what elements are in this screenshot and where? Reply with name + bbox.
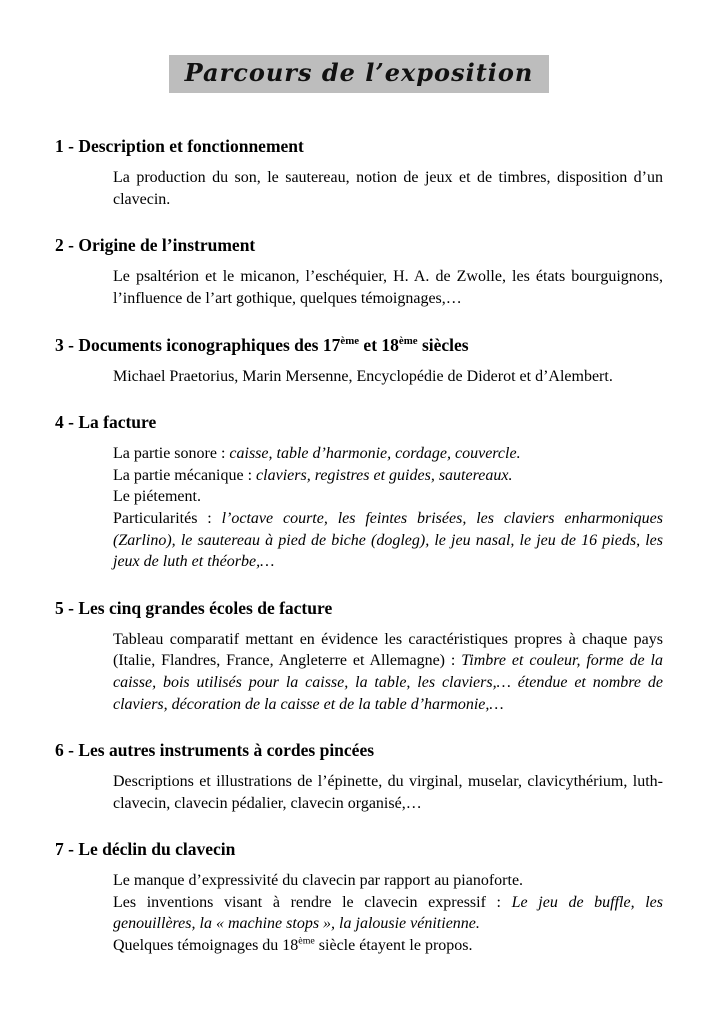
text-run: Michael Praetorius, Marin Mersenne, Encyclopédie de Diderot et d’Alembert.	[113, 367, 613, 385]
section-paragraph	[113, 629, 663, 715]
section-paragraph	[113, 443, 663, 465]
section-paragraph	[113, 508, 663, 573]
section-3-heading	[55, 334, 663, 356]
text-run: Tableau comparatif mettant en évidence les caractéristiques propres à chaque pays (Italie, Flandres, France, Angleterre et Allemagne) :	[113, 630, 663, 670]
superscript-run: ème	[298, 935, 315, 947]
section-6-heading	[55, 739, 663, 761]
section-1-heading	[55, 135, 663, 157]
section-6-body	[113, 771, 663, 814]
text-run: La partie mécanique :	[113, 466, 257, 484]
text-run: 6 - Les autres instruments à cordes pincées	[55, 740, 375, 761]
superscript-run: ème	[398, 334, 418, 347]
italic-run: l’octave courte, les feintes brisées, les claviers enharmoniques (Zarlino), le sautereau à pied de biche (dogleg), le jeu nasal, le jeu de 16 pieds, les jeux de luth et théorbe,…	[113, 509, 664, 571]
text-run: 3 - Documents iconographiques des 17	[55, 334, 341, 355]
section-4-body	[113, 443, 663, 573]
section-2	[55, 234, 663, 309]
italic-run: caisse, table d’harmonie, cordage, couvercle.	[229, 445, 521, 463]
text-run: 4 - La facture	[55, 412, 157, 433]
section-paragraph	[113, 167, 663, 210]
section-paragraph	[113, 870, 663, 892]
text-run: Particularités :	[113, 509, 222, 527]
section-3-body	[113, 366, 663, 388]
text-run: 7 - Le déclin du clavecin	[55, 839, 236, 860]
section-paragraph	[113, 486, 663, 508]
text-run: Quelques témoignages du 18	[113, 937, 299, 955]
section-6	[55, 739, 663, 814]
text-run: La production du son, le sautereau, notion de jeux et de timbres, disposition d’un clavecin.	[113, 169, 663, 208]
section-paragraph	[113, 935, 663, 957]
section-7-heading	[55, 838, 663, 860]
section-5-heading	[55, 597, 663, 619]
italic-run: claviers, registres et guides, sautereaux.	[256, 466, 513, 484]
section-7	[55, 838, 663, 956]
text-run: 1 - Description et fonctionnement	[55, 136, 304, 157]
section-5-body	[113, 629, 663, 715]
section-paragraph	[113, 771, 663, 814]
title-banner	[55, 55, 663, 93]
section-2-heading	[55, 234, 663, 256]
sections-container	[55, 135, 663, 956]
section-paragraph	[113, 366, 663, 388]
text-run: Le manque d’expressivité du clavecin par rapport au pianoforte.	[113, 872, 524, 890]
italic-run: Le jeu de buffle, les genouillères, la « machine stops », la jalousie vénitienne.	[113, 893, 664, 933]
section-7-body	[113, 870, 663, 956]
section-5	[55, 597, 663, 715]
section-paragraph	[113, 266, 663, 309]
text-run: siècle étayent le propos.	[314, 937, 473, 955]
superscript-run: ème	[340, 334, 360, 347]
section-2-body	[113, 266, 663, 309]
page-title: Parcours de l’exposition	[169, 55, 550, 93]
text-run: Le psaltérion et le micanon, l’eschéquier, H. A. de Zwolle, les états bourguignons, l’influence de l’art gothique, quelques témoignages,…	[113, 268, 663, 307]
text-run: Le piétement.	[113, 488, 201, 506]
text-run: 5 - Les cinq grandes écoles de facture	[55, 597, 333, 618]
section-3	[55, 334, 663, 388]
text-run: La partie sonore :	[113, 445, 230, 463]
section-4	[55, 411, 663, 573]
text-run: siècles	[417, 334, 469, 355]
text-run: 2 - Origine de l’instrument	[55, 235, 256, 256]
section-4-heading	[55, 411, 663, 433]
text-run: Descriptions et illustrations de l’épinette, du virginal, muselar, clavicythérium, luth-clavecin, clavecin pédalier, clavecin organisé,…	[113, 773, 663, 812]
italic-run: Timbre et couleur, forme de la caisse, bois utilisés pour la caisse, la table, les claviers,… étendue et nombre de claviers, décoration de la caisse et de la table d’harmonie,…	[113, 652, 663, 713]
section-paragraph	[113, 892, 663, 935]
section-1-body	[113, 167, 663, 210]
text-run: et 18	[359, 334, 399, 355]
section-1	[55, 135, 663, 210]
section-paragraph	[113, 465, 663, 487]
text-run: Les inventions visant à rendre le clavecin expressif :	[113, 893, 512, 911]
